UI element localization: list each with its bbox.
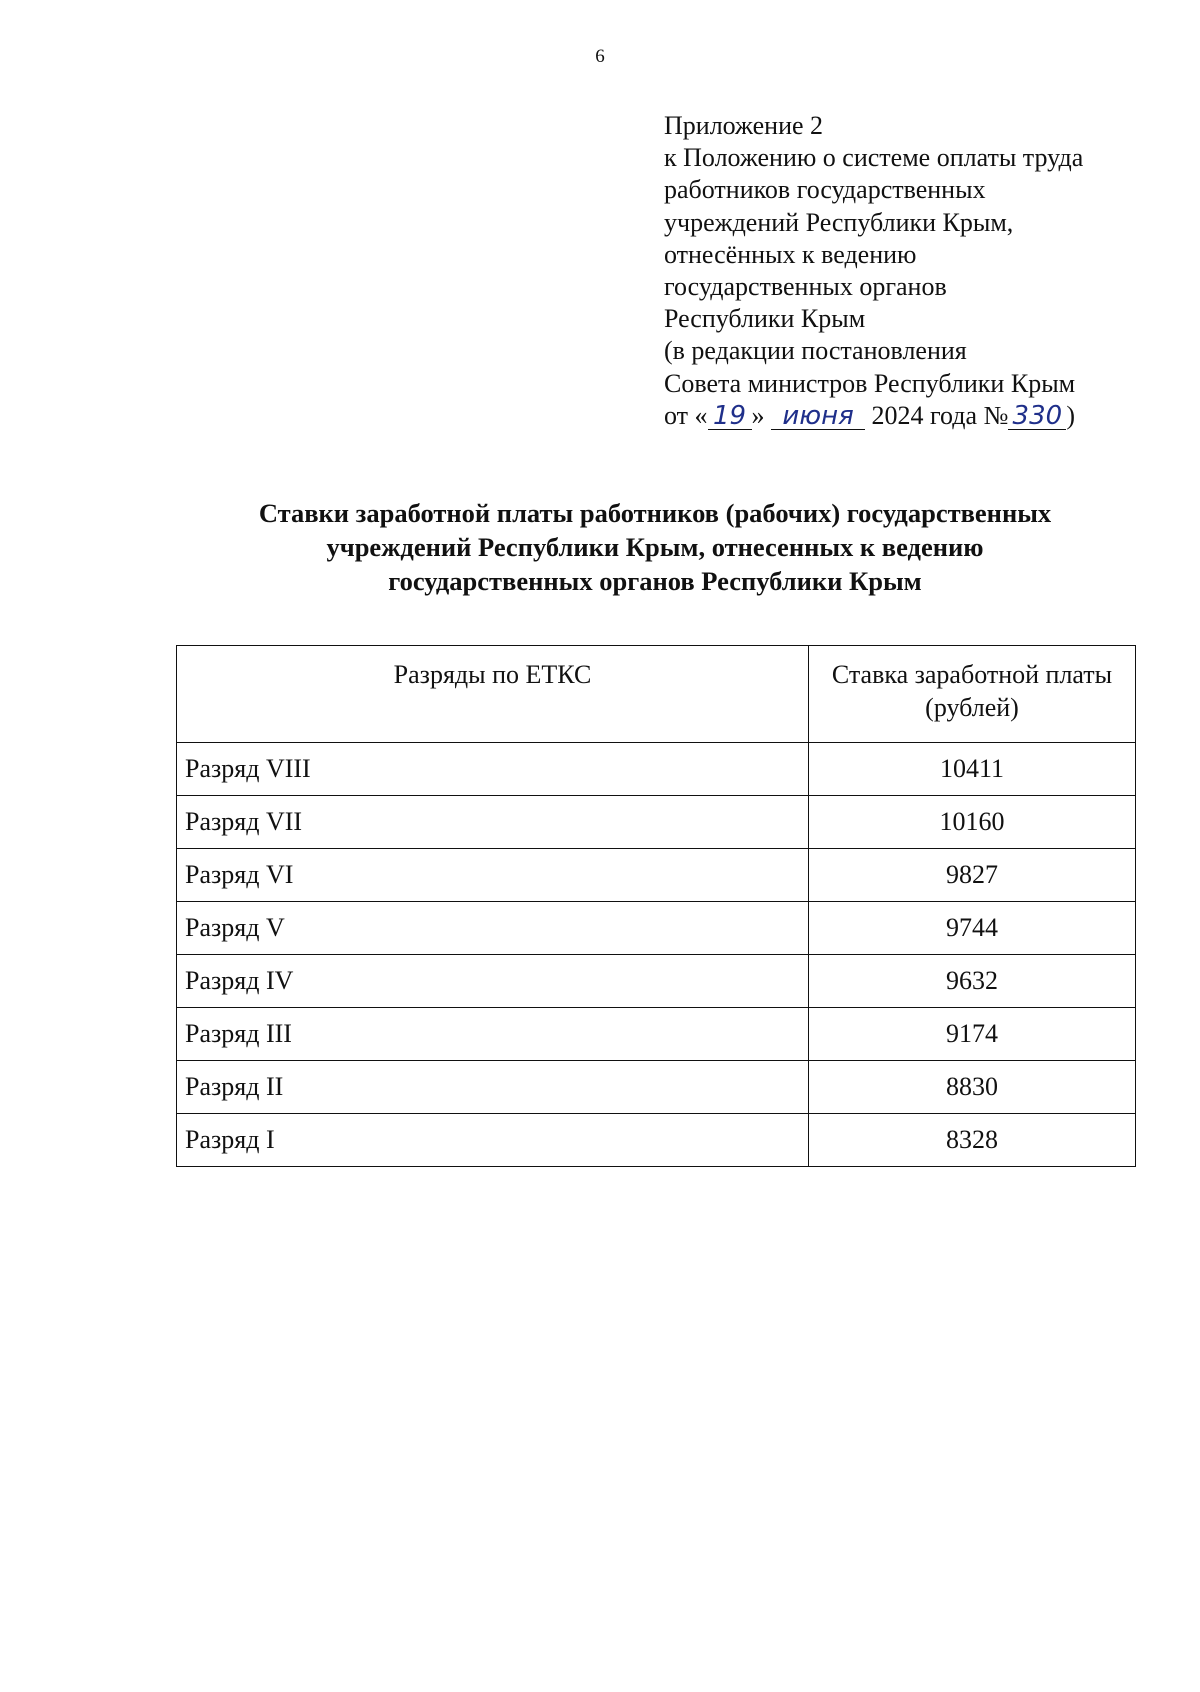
grade-cell: Разряд VIII (177, 743, 809, 796)
table-row (177, 902, 1136, 955)
grade-cell: Разряд VII (177, 796, 809, 849)
appendix-line: к Положению о системе оплаты труда (664, 143, 1084, 173)
rate-cell: 10411 (809, 743, 1136, 796)
rate-cell: 8328 (809, 1114, 1136, 1167)
handwritten-day: 19 (708, 403, 752, 430)
appendix-line: государственных органов (664, 272, 947, 302)
table-row (177, 1061, 1136, 1114)
grade-cell: Разряд III (177, 1008, 809, 1061)
rate-cell: 9174 (809, 1008, 1136, 1061)
page-number: 6 (595, 46, 605, 67)
table-row (177, 743, 1136, 796)
appendix-line: Совета министров Республики Крым (664, 368, 1076, 398)
rate-cell: 9744 (809, 902, 1136, 955)
header-rate (809, 646, 1136, 743)
document-title (160, 496, 1150, 598)
grade-cell: Разряд IV (177, 955, 809, 1008)
date-prefix: от « (664, 400, 708, 430)
grade-cell: Разряд I (177, 1114, 809, 1167)
date-mid: » (751, 400, 765, 430)
appendix-line: (в редакции постановления (664, 336, 967, 366)
title-line: учреждений Республики Крым, отнесенных к ведению (326, 532, 984, 562)
table-header-row (177, 646, 1136, 743)
rates-table (176, 645, 1136, 1167)
date-suffix: ) (1066, 400, 1076, 430)
rate-cell: 9632 (809, 955, 1136, 1008)
grade-cell: Разряд VI (177, 849, 809, 902)
appendix-header (664, 110, 1164, 432)
table-row (177, 955, 1136, 1008)
date-year-text: 2024 года № (871, 400, 1009, 430)
appendix-date-line (664, 400, 1164, 432)
header-rate-line1: Ставка заработной платы (831, 660, 1113, 689)
appendix-line: Приложение 2 (664, 111, 824, 140)
appendix-line: отнесённых к ведению (664, 239, 917, 269)
table-row (177, 796, 1136, 849)
header-grade: Разряды по ЕТКС (177, 646, 809, 743)
table-row (177, 849, 1136, 902)
grade-cell: Разряд II (177, 1061, 809, 1114)
grade-cell: Разряд V (177, 902, 809, 955)
title-line: Ставки заработной платы работников (рабочих) государственных (258, 498, 1052, 528)
rate-cell: 9827 (809, 849, 1136, 902)
appendix-line: учреждений Республики Крым, (664, 207, 1014, 237)
handwritten-month: июня (771, 403, 865, 430)
rate-cell: 8830 (809, 1061, 1136, 1114)
handwritten-number: 330 (1008, 403, 1066, 430)
title-line: государственных органов Республики Крым (388, 566, 922, 596)
table-row (177, 1114, 1136, 1167)
rate-cell: 10160 (809, 796, 1136, 849)
appendix-line: Республики Крым (664, 304, 866, 334)
table-row (177, 1008, 1136, 1061)
appendix-line: работников государственных (664, 175, 986, 205)
header-rate-line2: (рублей) (925, 693, 1019, 722)
